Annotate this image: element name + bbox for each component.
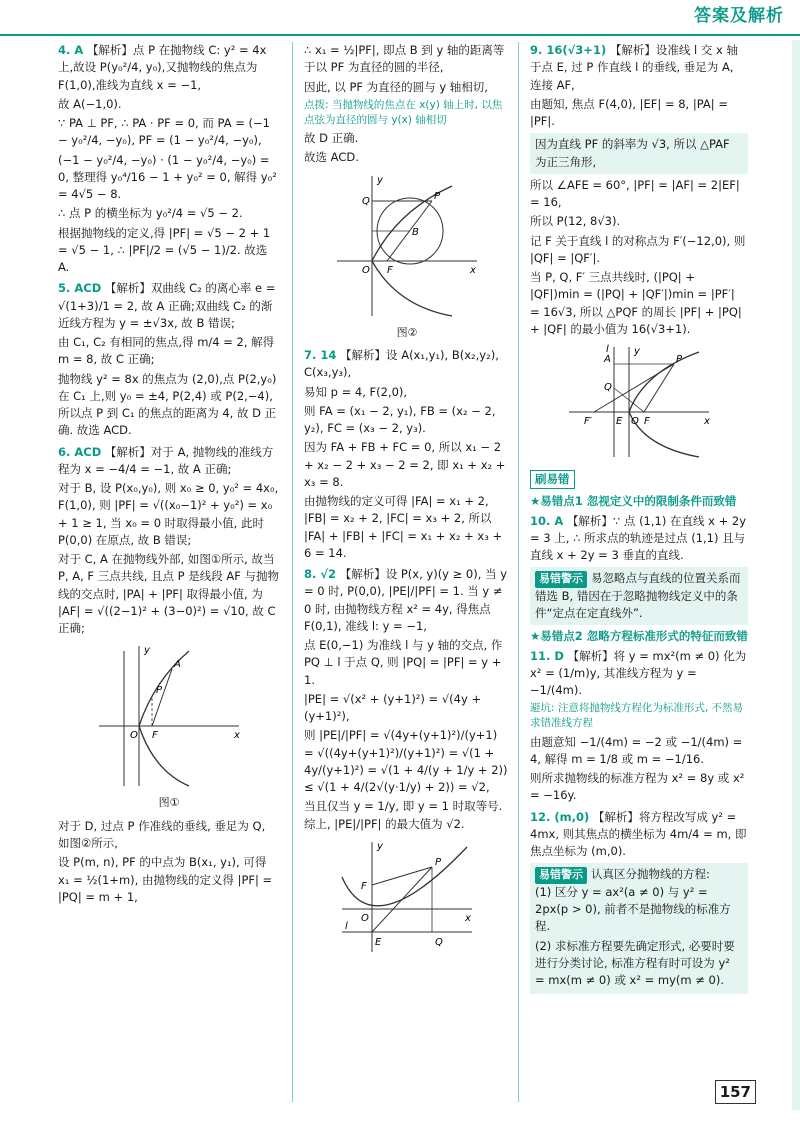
point-label: E [616, 416, 623, 427]
parabola-upper [139, 651, 189, 726]
axis-label: y [377, 840, 383, 852]
point-label: Q [435, 936, 443, 948]
axis-label: y [377, 174, 383, 186]
page-number: 157 [715, 1080, 756, 1105]
figure-4-parabola-reflection [564, 342, 714, 462]
point-label: O [362, 264, 370, 276]
solution-line: 根据抛物线的定义,得 |PF| = √5 − 2 + 1 = √5 − 1, ∴ |PF|/2 = (√5 − 1)/2. 故选 A. [58, 225, 271, 274]
column-middle [304, 42, 510, 961]
point-label: O [130, 730, 138, 742]
point-label: F′ [584, 416, 593, 427]
point-label: P [156, 685, 163, 697]
solution-line: 【解析】将 y = mx²(m ≠ 0) 化为 x² = (1/m)y, 其准线方程为 y = −1/(4m). [530, 648, 747, 697]
error-point-title: ★易错点2 忽略方程标准形式的特征而致错 [530, 629, 748, 644]
solution-line: ∴ x₁ = ½|PF|, 即点 B 到 y 轴的距离等于以 PF 为直径的圆的半径, [304, 43, 505, 75]
tip-note: 避坑: 注意将抛物线方程化为标准形式, 不然易求错准线方程 [530, 702, 744, 730]
solution-line: 由 C₁, C₂ 有相同的焦点,得 m/4 = 2, 解得 m = 8, 故 C 正确; [58, 335, 275, 367]
parabola-lower [372, 261, 452, 316]
solution-line: 【解析】双曲线 C₂ 的离心率 e = √(1+3)/1 = 2, 故 A 正确;双曲线 C₂ 的渐近线方程为 y = ±√3x, 故 B 错误; [58, 281, 276, 330]
column-left [58, 42, 280, 908]
solution-line: 则 FA = (x₁ − 2, y₁), FB = (x₂ − 2, y₂), FC = (x₃ − 2, y₃). [304, 403, 496, 436]
section-title: 刷易错 [530, 470, 575, 489]
solution-line: 【解析】设 P(x, y)(y ≥ 0), 当 y = 0 时, P(0,0), |PE|/|PF| = 1. 当 y ≠ 0 时, 由抛物线方程 x² = 4y, 得焦点 F(0,1), 准线 l: y = −1, [304, 567, 508, 633]
solution-line: 抛物线 y² = 8x 的焦点为 (2,0),点 P(2,y₀) 在 C₁ 上,则 y₀ = ±4, P(2,4) 或 P(2,−4),所以点 P 到 C₁ 的焦点的距离为 4, 故 D 正确. 故选 ACD. [58, 371, 277, 438]
warning-item: (1) 区分 y = ax²(a ≠ 0) 与 y² = 2px(p > 0), 前者不是抛物线的标准方程. [535, 884, 731, 934]
parabola-upper [629, 352, 699, 412]
line-label: l [606, 344, 609, 355]
point-label: P [434, 190, 441, 202]
solution-line: 故 A(−1,0). [58, 96, 122, 111]
axis-label: x [470, 264, 476, 276]
question-number: 12. (m,0) [530, 809, 590, 824]
solution-line: 当且仅当 y = 1/y, 即 y = 1 时取等号. 综上, |PE|/|PF| 的最大值为 √2. [304, 799, 503, 831]
solution-line: 点 E(0,−1) 为准线 l 与 y 轴的交点, 作 PQ ⊥ l 于点 Q, 则 |PQ| = |PF| = y + 1. [304, 638, 503, 687]
question-number: 11. D [530, 648, 564, 663]
solution-line: 则 |PE|/|PF| = √(4y+(y+1)²)/(y+1) = √((4y+(y+1)²)/(y+1)²) = √(1 + 4y/(y+1)²) = √(1 + 4/(y + 1/y + 2)) ≤ √(1 + 4/(2√(y·1/y) + 2)) = √2, [304, 728, 508, 795]
side-stripe [792, 40, 800, 1110]
question-number: 4. A [58, 43, 84, 57]
figure-caption: 图① [158, 796, 180, 810]
point-label: Q [604, 382, 612, 393]
point-label: A [174, 659, 181, 671]
warning-text: 认真区分抛物线的方程: [591, 867, 710, 882]
segment-af [152, 669, 172, 726]
point-label: P [676, 354, 683, 365]
point-label: F [361, 880, 367, 892]
warning-label: 易错警示 [535, 571, 587, 588]
solution-line: 故 D 正确. [304, 131, 359, 146]
solution-line: 对于 C, A 在抛物线外部, 如图①所示, 故当 P, A, F 三点共线, 且点 P 是线段 AF 与抛物线的交点时, |PA| + |PF| 取得最小值, 为 |AF| = √((2−1)² + (3−0)²) = √10, 故 C 正确; [58, 552, 280, 635]
solution-line: 设 P(m, n), PF 的中点为 B(x₁, y₁), 可得 x₁ = ½(1+m), 由抛物线的定义得 |PF| = |PQ| = m + 1, [58, 855, 273, 904]
axis-label: y [144, 645, 150, 657]
figure-2-circle-parabola [332, 171, 482, 321]
axis-label: x [704, 416, 710, 427]
point-label: F [644, 416, 650, 427]
point-label: A [604, 354, 611, 365]
warning-box [530, 567, 748, 625]
solution-line: 所以 ∠AFE = 60°, |PF| = |AF| = 2|EF| = 16, [530, 177, 740, 209]
point-label: P [435, 856, 442, 868]
solution-line: 故选 ACD. [304, 150, 359, 165]
question-number: 9. 16(√3+1) [530, 43, 607, 57]
solution-line: 【解析】将方程改写成 y² = 4mx, 则其焦点的横坐标为 4m/4 = m, 即焦点坐标为 (m,0). [530, 809, 747, 859]
solution-line: 因此, 以 PF 为直径的圆与 y 轴相切, [304, 79, 488, 94]
solution-line: (−1 − y₀²/4, −y₀) · (1 − y₀²/4, −y₀) = 0, 整理得 y₀⁴/16 − 1 + y₀² = 0, 解得 y₀² = 4√5 − 8. [58, 152, 277, 201]
point-label: F [152, 730, 158, 742]
figure-1-parabola [94, 641, 244, 791]
solution-line: ∴ 点 P 的横坐标为 y₀²/4 = √5 − 2. [58, 206, 243, 221]
axis-label: x [234, 730, 240, 742]
solution-line: 【解析】对于 A, 抛物线的准线方程为 x = −4/4 = −1, 故 A 正确; [58, 444, 274, 476]
question-number: 10. A [530, 513, 564, 528]
axis-label: y [634, 346, 640, 357]
question-number: 7. 14 [304, 348, 337, 363]
figure-caption: 图② [396, 325, 418, 339]
solution-line: ∵ PA ⊥ PF, ∴ PA · PF = 0, 而 PA = (−1 − y₀²/4, −y₀), PF = (1 − y₀²/4, −y₀), [58, 116, 270, 148]
solution-line: 因为 FA + FB + FC = 0, 所以 x₁ − 2 + x₂ − 2 + x₃ − 2 = 2, 即 x₁ + x₂ + x₃ = 8. [304, 440, 506, 489]
solution-line: 【解析】设 A(x₁,y₁), B(x₂,y₂), C(x₃,y₃), [304, 348, 499, 380]
segment-pe [372, 867, 432, 932]
segment-pf [644, 364, 674, 412]
solution-line: 对于 B, 设 P(x₀,y₀), 则 x₀ ≥ 0, y₀² = 4x₀, F(1,0), 则 |PF| = √((x₀−1)² + y₀²) = x₀ + 1 ≥ 1, 当 x₀ = 0 时取得最小值, 此时 P(0,0) 在原点, 故 B 错误; [58, 481, 279, 547]
point-label: F [387, 264, 393, 276]
tip-note: 点拨: 当抛物线的焦点在 x(y) 轴上时, 以焦点弦为直径的圆与 y(x) 轴相切 [304, 98, 503, 126]
warning-label: 易错警示 [535, 867, 587, 884]
solution-line: 因为直线 PF 的斜率为 √3, 所以 △PAF 为正三角形, [530, 133, 748, 174]
point-label: B [412, 226, 419, 238]
axis-label: x [465, 912, 471, 924]
solution-line: 【解析】设准线 l 交 x 轴于点 E, 过 P 作直线 l 的垂线, 垂足为 A, 连接 AF, [530, 43, 738, 92]
solution-line: 易知 p = 4, F(2,0), [304, 384, 408, 399]
segment-pf [372, 867, 432, 885]
warning-box [530, 863, 748, 994]
question-number: 8. √2 [304, 567, 337, 582]
parabola-lower [629, 412, 699, 457]
column-right [530, 42, 748, 997]
solution-line: 对于 D, 过点 P 作准线的垂线, 垂足为 Q, 如图②所示, [58, 818, 266, 850]
column-divider [292, 42, 293, 1102]
solution-line: |PE| = √(x² + (y+1)²) = √(4y + (y+1)²), [304, 691, 482, 724]
solution-line: 所以 P(12, 8√3). [530, 214, 621, 229]
question-number: 6. ACD [58, 444, 102, 459]
solution-line: 由题意知 −1/(4m) = −2 或 −1/(4m) = 4, 解得 m = 1/8 或 m = −1/16. [530, 734, 743, 766]
solution-line: 由抛物线的定义可得 |FA| = x₁ + 2, |FB| = x₂ + 2, |FC| = x₃ + 2, 所以 |FA| + |FB| + |FC| = x₁ + x₂ + x₃ + 6 = 14. [304, 494, 503, 560]
solution-line: 【解析】点 P 在抛物线 C: y² = 4x 上,故设 P(y₀²/4, y₀),又抛物线的焦点为 F(1,0),准线为直线 x = −1, [58, 43, 267, 92]
solution-line: 记 F 关于直线 l 的对称点为 F′(−12,0), 则 |QF| = |QF′|. [530, 233, 746, 265]
page-header-title: 答案及解析 [694, 6, 784, 26]
line-label: l [345, 920, 348, 932]
figure-3-parabola-upward [337, 837, 477, 957]
question-number: 5. ACD [58, 281, 102, 296]
error-point-title: ★易错点1 忽视定义中的限制条件而致错 [530, 494, 737, 509]
point-label: O [631, 416, 639, 427]
point-label: E [375, 936, 382, 948]
warning-text: 易忽略点与直线的位置关系而错选 B, 错因在于忽略抛物线定义中的条件“定点在定直线外”. [535, 571, 741, 620]
point-label: O [361, 912, 369, 924]
solution-line: 由题知, 焦点 F(4,0), |EF| = 8, |PA| = |PF|. [530, 96, 728, 128]
header-rule [0, 34, 800, 36]
solution-line: 【解析】∵ 点 (1,1) 在直线 x + 2y = 3 上, ∴ 所求点的轨迹是过点 (1,1) 且与直线 x + 2y = 3 垂直的直线. [530, 513, 747, 562]
column-divider [518, 42, 519, 1102]
parabola-lower [139, 726, 189, 786]
solution-line: 则所求抛物线的标准方程为 x² = 8y 或 x² = −16y. [530, 771, 745, 803]
solution-line: 当 P, Q, F′ 三点共线时, (|PQ| + |QF|)min = (|PQ| + |QF′|)min = |PF′| = 16√3, 所以 △PQF 的周长 |PF| + |PQ| + |QF| 的最小值为 16(√3+1). [530, 270, 742, 336]
point-label: Q [362, 195, 370, 207]
warning-item: (2) 求标准方程要先确定形式, 必要时要进行分类讨论, 标准方程有时可设为 y² = mx(m ≠ 0) 或 x² = my(m ≠ 0). [535, 938, 735, 988]
